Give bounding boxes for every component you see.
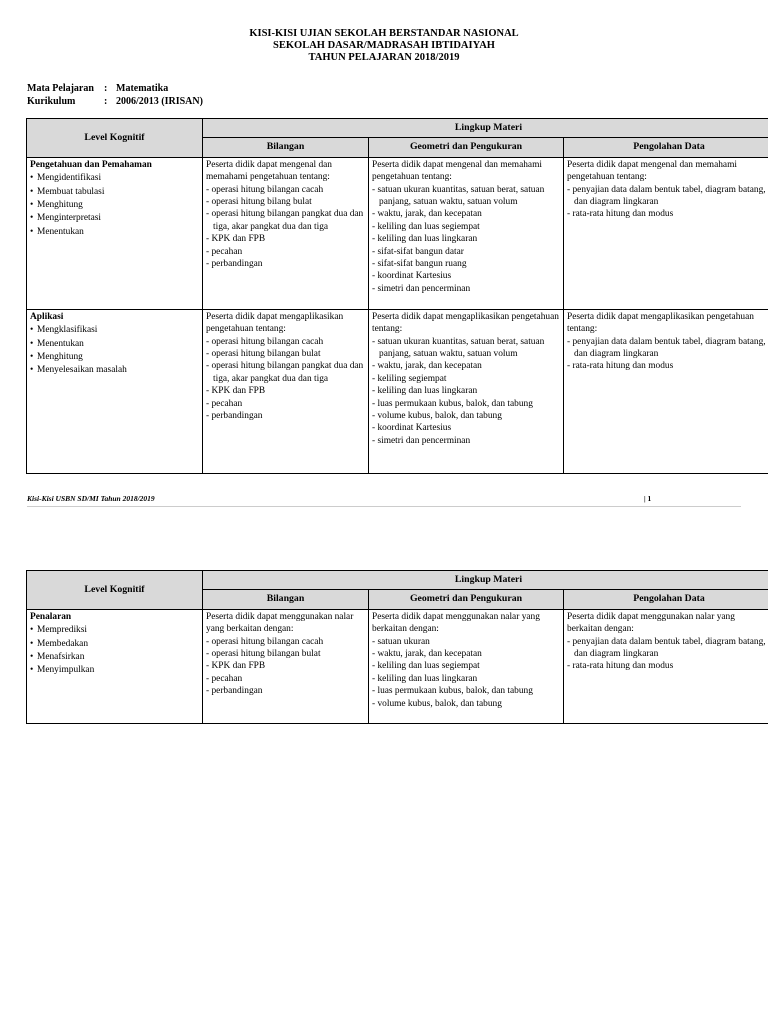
doc-title-line-3: TAHUN PELAJARAN 2018/2019 [308,52,460,63]
cell-item: - keliling dan luas lingkaran [372,234,478,245]
geometri-cell [369,309,564,473]
geometri-header: Geometri dan Pengukuran [369,138,564,157]
table-row [27,609,768,723]
cell-item: - keliling dan luas lingkaran [372,673,478,684]
verb-list [30,624,199,677]
cell-item: - rata-rata hitung dan modus [567,209,674,220]
geometri-cell [369,157,564,309]
doc-title-line-2: SEKOLAH DASAR/MADRASAH IBTIDAIYAH [273,40,495,51]
verb-item: • Menghitung [30,351,199,363]
cell-intro: Peserta didik dapat mengaplikasikan pengetahuan tentang: [567,311,754,335]
cell-item: - satuan ukuran kuantitas, satuan berat, satuan panjang, satuan waktu, satuan volum [372,184,545,208]
cell-intro: Peserta didik dapat mengaplikasikan pengetahuan tentang: [372,311,559,335]
bilangan-cell [203,609,369,723]
cell-item: - satuan ukuran [372,636,430,647]
cell-item: - operasi hitung bilangan bulat [206,349,321,360]
cell-intro: Peserta didik dapat mengaplikasikan pengetahuan tentang: [206,311,344,335]
geometri-cell [369,609,564,723]
cell-item: - operasi hitung bilang bulat [206,197,312,208]
cell-item: - operasi hitung bilangan bulat [206,649,321,660]
cell-item: - sifat-sifat bangun ruang [372,259,467,270]
cell-item: - operasi hitung bilangan cacah [206,636,324,647]
lingkup-materi-header: Lingkup Materi [203,571,768,590]
pengolahan-cell [564,309,768,473]
level-cell [27,157,203,309]
cell-item: - operasi hitung bilangan cacah [206,184,324,195]
curriculum-colon: : [104,96,108,107]
cell-item: - perbandingan [206,411,263,422]
verb-list [30,324,199,377]
pengolahan-cell [564,157,768,309]
cell-intro: Peserta didik dapat mengenal dan memahami pengetahuan tentang: [372,159,542,183]
bilangan-cell [203,157,369,309]
pengolahan-data-header: Pengolahan Data [564,590,768,609]
page-number: | 1 [644,494,652,503]
verb-item: • Mengidentifikasi [30,172,199,184]
cell-item: - koordinat Kartesius [372,271,452,282]
bilangan-cell [203,309,369,473]
level-kognitif-header: Level Kognitif [27,571,203,610]
cell-item: - keliling dan luas segiempat [372,661,480,672]
cell-item: - perbandingan [206,259,263,270]
cell-item: - sifat-sifat bangun datar [372,246,464,257]
pengolahan-cell [564,609,768,723]
subject-label: Mata Pelajaran [27,83,94,94]
cell-item: - operasi hitung bilangan pangkat dua dan tiga, akar pangkat dua dan tiga [206,361,364,384]
cell-item: - penyajian data dalam bentuk tabel, diagram batang, dan diagram lingkaran [567,184,766,208]
cell-item: - operasi hitung bilangan pangkat dua dan tiga, akar pangkat dua dan tiga [206,209,364,232]
curriculum-value: 2006/2013 (IRISAN) [116,96,203,107]
cell-item: - pecahan [206,673,243,684]
level-title: Aplikasi [30,311,64,322]
cell-intro: Peserta didik dapat mengenal dan memahami pengetahuan tentang: [567,159,737,183]
cell-item: - satuan ukuran kuantitas, satuan berat, satuan panjang, satuan waktu, satuan volum [372,336,545,360]
cell-intro: Peserta didik dapat mengenal dan memahami pengetahuan tentang: [206,159,332,183]
cell-item: - simetri dan pencerminan [372,283,471,294]
geometri-header: Geometri dan Pengukuran [369,590,564,609]
verb-item: • Menginterpretasi [30,212,199,224]
cell-item: - operasi hitung bilangan cacah [206,336,324,347]
cell-item: - simetri dan pencerminan [372,435,471,446]
verb-item: • Membedakan [30,638,199,650]
cell-intro: Peserta didik dapat menggunakan nalar yang berkaitan dengan: [372,611,540,635]
cell-item: - penyajian data dalam bentuk tabel, diagram batang, dan diagram lingkaran [567,336,766,360]
cell-item: - luas permukaan kubus, balok, dan tabung [372,398,533,409]
cell-item: - volume kubus, balok, dan tabung [372,411,502,422]
cell-item: - KPK dan FPB [206,661,266,672]
verb-item: • Menghitung [30,199,199,211]
cell-item: - KPK dan FPB [206,386,266,397]
cell-item: - luas permukaan kubus, balok, dan tabung [372,686,533,697]
lingkup-materi-header: Lingkup Materi [203,119,768,138]
cell-item: - volume kubus, balok, dan tabung [372,698,502,709]
doc-title-line-1: KISI-KISI UJIAN SEKOLAH BERSTANDAR NASIONAL [249,28,519,39]
cell-item: - keliling dan luas lingkaran [372,386,478,397]
cell-item: - pecahan [206,398,243,409]
cell-intro: Peserta didik dapat menggunakan nalar yang berkaitan dengan: [206,611,354,635]
verb-item: • Menyelesaikan masalah [30,364,199,376]
verb-item: • Membuat tabulasi [30,186,199,198]
verb-item: • Mengklasifikasi [30,324,199,336]
cell-item: - rata-rata hitung dan modus [567,661,674,672]
verb-item: • Menafsirkan [30,651,199,663]
verb-item: • Menentukan [30,338,199,350]
level-cell [27,309,203,473]
verb-item: • Menyimpulkan [30,664,199,676]
subject-colon: : [104,83,108,94]
cell-item: - perbandingan [206,686,263,697]
cell-item: - pecahan [206,246,243,257]
cell-item: - waktu, jarak, dan kecepatan [372,649,482,660]
level-title: Penalaran [30,611,72,622]
bilangan-header: Bilangan [203,590,369,609]
level-cell [27,609,203,723]
cell-item: - penyajian data dalam bentuk tabel, diagram batang, dan diagram lingkaran [567,636,766,660]
bilangan-header: Bilangan [203,138,369,157]
table-row [27,157,768,309]
cell-item: - KPK dan FPB [206,234,266,245]
cell-item: - rata-rata hitung dan modus [567,361,674,372]
pengolahan-data-header: Pengolahan Data [564,138,768,157]
level-title: Pengetahuan dan Pemahaman [30,159,152,170]
verb-list [30,172,199,238]
level-kognitif-header: Level Kognitif [27,119,203,158]
cell-intro: Peserta didik dapat menggunakan nalar yang berkaitan dengan: [567,611,735,635]
subject-value: Matematika [116,83,169,94]
verb-item: • Memprediksi [30,624,199,636]
cell-item: - waktu, jarak, dan kecepatan [372,361,482,372]
page-footer [27,494,741,503]
cell-item: - keliling dan luas segiempat [372,221,480,232]
footer-divider [27,506,741,507]
curriculum-label: Kurikulum [27,96,76,107]
cell-item: - koordinat Kartesius [372,423,452,434]
cell-item: - waktu, jarak, dan kecepatan [372,209,482,220]
kisi-table-page-2 [26,570,768,724]
cell-item: - keliling segiempat [372,373,447,384]
table-row [27,309,768,473]
verb-item: • Menentukan [30,226,199,238]
kisi-table-page-1 [26,118,768,474]
footer-text: Kisi-Kisi USBN SD/MI Tahun 2018/2019 [27,494,155,503]
